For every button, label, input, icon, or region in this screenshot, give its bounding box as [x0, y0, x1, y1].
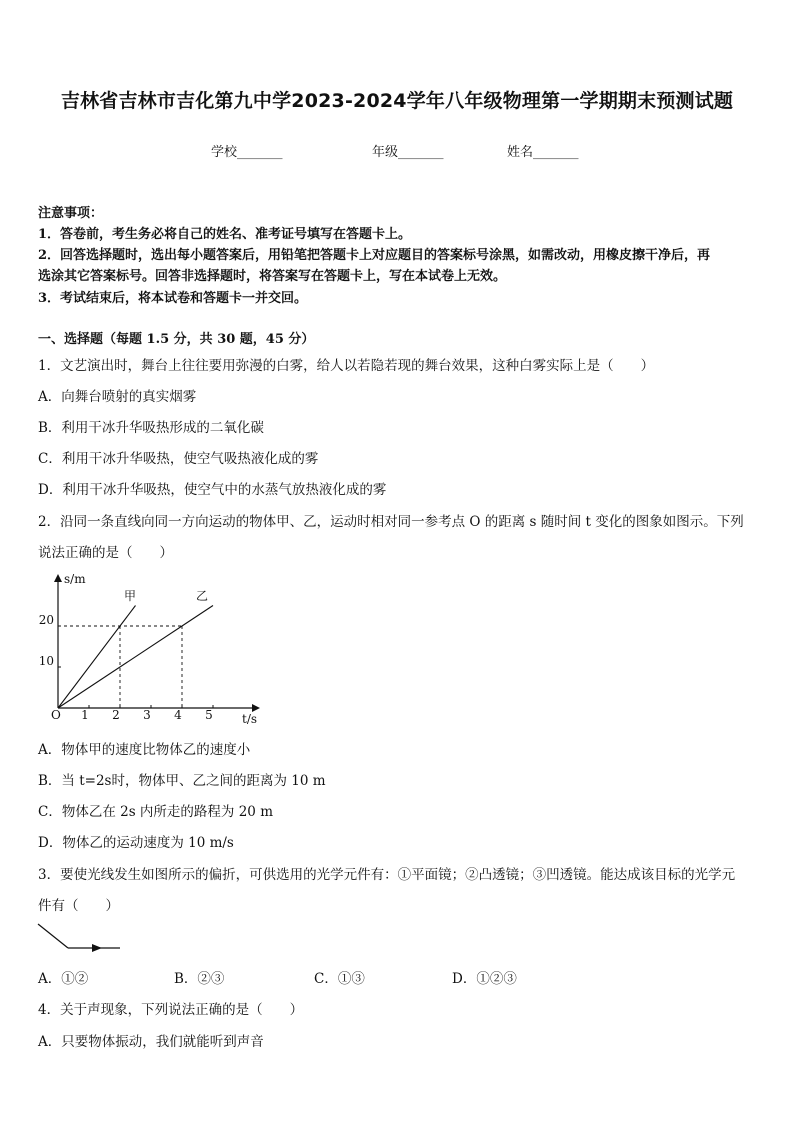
light-ray-diagram: [36, 918, 126, 958]
q3-option-a: A．①②: [38, 971, 89, 987]
q2-stem-cont: 说法正确的是（ ）: [38, 545, 173, 561]
y-tick-10: 10: [38, 654, 54, 668]
q3-stem-cont: 件有（ ）: [38, 898, 119, 914]
q1-stem: 1．文艺演出时，舞台上往往要用弥漫的白雾，给人以若隐若现的舞台效果，这种白雾实际上是（ ）: [38, 358, 655, 374]
q3-option-c: C．①③: [314, 971, 365, 987]
x-tick-2: 2: [112, 708, 120, 722]
q2-option-d: D．物体乙的运动速度为 10 m/s: [38, 835, 234, 851]
series-line-jia: [58, 606, 136, 709]
ray-arrow: [92, 944, 102, 952]
x-axis-arrow: [252, 704, 260, 712]
line-label-jia: 甲: [124, 589, 137, 603]
q3-option-d: D．①②③: [452, 971, 517, 987]
grade-field: 年级_______: [372, 145, 444, 160]
series-line-yi: [58, 606, 213, 709]
x-tick-1: 1: [81, 708, 89, 722]
note-item-3: 3．考试结束后，将本试卷和答题卡一并交回。: [38, 291, 308, 306]
q2-option-c: C．物体乙在 2s 内所走的路程为 20 m: [38, 804, 273, 820]
note-item-2-cont: 选涂其它答案标号。回答非选择题时，将答案写在答题卡上，写在本试卷上无效。: [38, 269, 507, 284]
q4-stem: 4．关于声现象，下列说法正确的是（ ）: [38, 1002, 304, 1018]
name-field: 姓名_______: [507, 145, 579, 160]
y-tick-20: 20: [38, 613, 54, 627]
q1-option-a: A．向舞台喷射的真实烟雾: [38, 389, 197, 405]
line-label-yi: 乙: [196, 589, 209, 603]
x-tick-3: 3: [143, 708, 151, 722]
x-tick-5: 5: [205, 708, 213, 722]
y-axis-arrow: [54, 574, 62, 582]
q4-option-a: A．只要物体振动，我们就能听到声音: [38, 1034, 264, 1050]
note-item-2: 2．回答选择题时，选出每小题答案后，用铅笔把答题卡上对应题目的答案标号涂黑，如需改动，用橡皮擦干净后，再: [38, 248, 711, 263]
section-heading: 一、选择题（每题 1.5 分，共 30 题，45 分）: [38, 332, 315, 347]
st-graph: [36, 568, 266, 730]
y-axis-label: s/m: [64, 572, 86, 586]
q1-option-d: D．利用干冰升华吸热，使空气中的水蒸气放热液化成的雾: [38, 482, 387, 498]
q2-option-b: B．当 t=2s时，物体甲、乙之间的距离为 10 m: [38, 773, 326, 789]
x-axis-label: t/s: [242, 712, 258, 726]
q3-option-b: B．②③: [174, 971, 225, 987]
incident-ray: [38, 924, 68, 948]
q1-option-c: C．利用干冰升华吸热，使空气吸热液化成的雾: [38, 451, 319, 467]
x-tick-4: 4: [174, 708, 182, 722]
note-item-1: 1．答卷前，考生务必将自己的姓名、准考证号填写在答题卡上。: [38, 227, 412, 242]
school-field: 学校_______: [211, 145, 283, 160]
q1-option-b: B．利用干冰升华吸热形成的二氧化碳: [38, 420, 264, 436]
q2-stem: 2．沿同一条直线向同一方向运动的物体甲、乙，运动时相对同一参考点 O 的距离 s 随时间 t 变化的图象如图示。下列: [38, 514, 744, 530]
page-title: 吉林省吉林市吉化第九中学2023-2024学年八年级物理第一学期期末预测试题: [60, 90, 734, 112]
origin-label: O: [51, 708, 61, 722]
notes-heading: 注意事项：: [38, 206, 104, 221]
q2-option-a: A．物体甲的速度比物体乙的速度小: [38, 742, 251, 758]
q3-stem: 3．要使光线发生如图所示的偏折，可供选用的光学元件有：①平面镜；②凸透镜；③凹透镜。能达成该目标的光学元: [38, 867, 736, 883]
